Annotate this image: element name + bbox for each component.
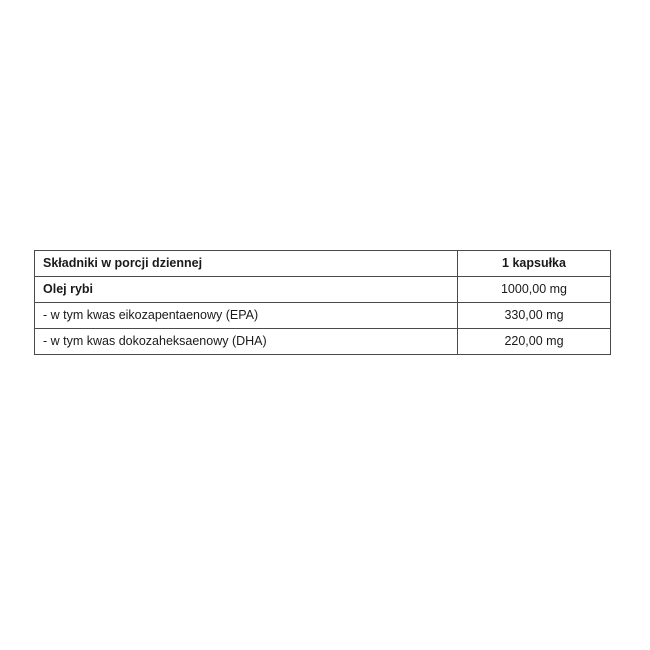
row-ingredient-name: Olej rybi <box>35 277 458 303</box>
row-ingredient-amount: 1000,00 mg <box>458 277 611 303</box>
row-ingredient-amount: 330,00 mg <box>458 303 611 329</box>
header-ingredients: Składniki w porcji dziennej <box>35 251 458 277</box>
table-header-row <box>35 251 611 277</box>
row-ingredient-name: - w tym kwas dokozaheksaenowy (DHA) <box>35 329 458 355</box>
row-ingredient-amount: 220,00 mg <box>458 329 611 355</box>
row-ingredient-name: - w tym kwas eikozapentaenowy (EPA) <box>35 303 458 329</box>
table-row <box>35 277 611 303</box>
ingredients-table <box>34 250 611 355</box>
table-row <box>35 329 611 355</box>
table-row <box>35 303 611 329</box>
header-serving: 1 kapsułka <box>458 251 611 277</box>
